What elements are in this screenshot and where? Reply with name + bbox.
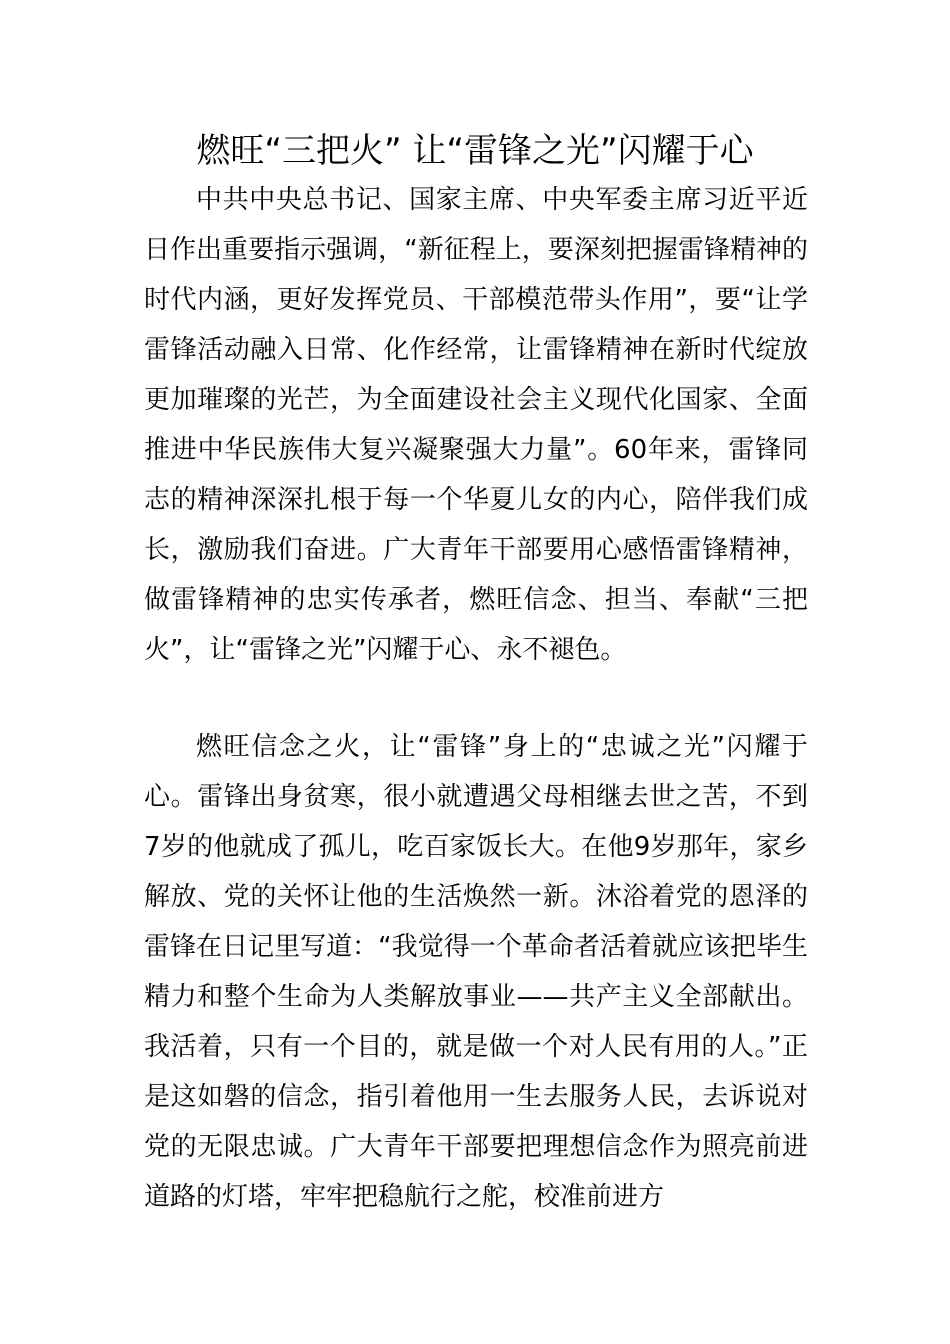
paragraph-faith: 燃旺信念之火，让“雷锋”身上的“忠诚之光”闪耀于心。雷锋出身贫寒，很小就遭遇父母相继去世之苦，不到7岁的他就成了孤儿，吃百家饭长大。在他9岁那年，家乡解放、党的关怀让他的生活焕然一新。沐浴着党的恩泽的雷锋在日记里写道：“我觉得一个革命者活着就应该把毕生精力和整个生命为人类解放事业——共产主义全部献出。我活着，只有一个目的，就是做一个对人民有用的人。”正是这如磐的信念，指引着他用一生去服务人民，去诉说对党的无限忠诚。广大青年干部要把理想信念作为照亮前进道路的灯塔，牢牢把稳航行之舵，校准前进方 (144, 732, 808, 1212)
paragraph-intro: 中共中央总书记、国家主席、中央军委主席习近平近日作出重要指示强调，“新征程上，要深刻把握雷锋精神的时代内涵，更好发挥党员、干部模范带头作用”，要“让学雷锋活动融入日常、化作经常，让雷锋精神在新时代绽放更加璀璨的光芒，为全面建设社会主义现代化国家、全面推进中华民族伟大复兴凝聚强大力量”。60年来，雷锋同志的精神深深扎根于每一个华夏儿女的内心，陪伴我们成长，激励我们奋进。广大青年干部要用心感悟雷锋精神，做雷锋精神的忠实传承者，燃旺信念、担当、奉献“三把火”，让“雷锋之光”闪耀于心、永不褪色。 (144, 185, 808, 665)
document-title: 燃旺“三把火” 让“雷锋之光”闪耀于心 (196, 131, 754, 171)
